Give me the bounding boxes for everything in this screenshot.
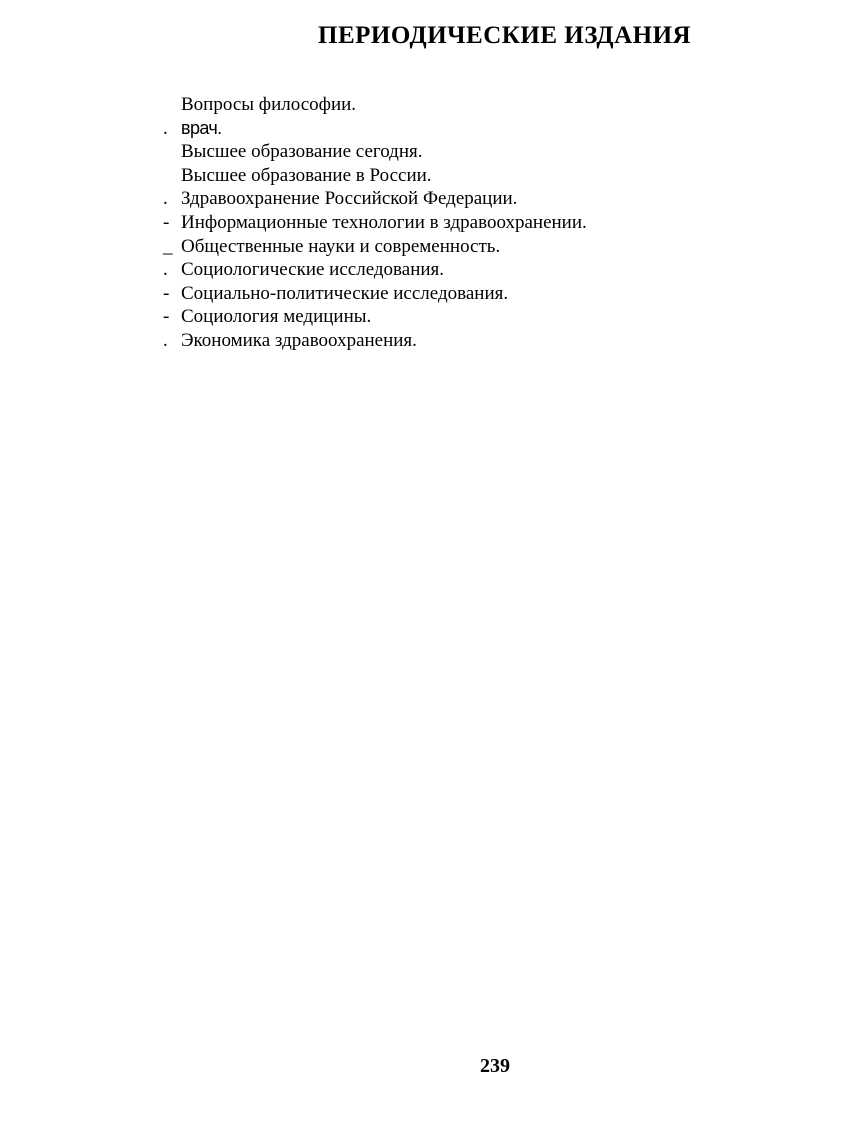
periodicals-list bbox=[160, 93, 587, 353]
list-marker: - bbox=[163, 282, 170, 304]
list-item bbox=[160, 164, 587, 188]
list-item bbox=[160, 282, 587, 306]
list-marker: - bbox=[163, 211, 170, 233]
list-marker bbox=[160, 164, 181, 188]
list-item bbox=[160, 305, 587, 329]
periodical-title: врач. bbox=[181, 117, 222, 138]
page-number: 239 bbox=[480, 1055, 510, 1077]
list-item bbox=[160, 211, 587, 235]
periodical-title: Социология медицины. bbox=[181, 306, 372, 328]
periodical-title: Общественные науки и современность. bbox=[181, 235, 501, 257]
list-item bbox=[160, 140, 587, 164]
page-title: ПЕРИОДИЧЕСКИЕ ИЗДАНИЯ bbox=[318, 22, 692, 49]
periodical-title: Информационные технологии в здравоохранении. bbox=[181, 211, 587, 233]
periodical-title: Социологические исследования. bbox=[181, 259, 445, 281]
list-marker: - bbox=[163, 306, 170, 328]
list-item bbox=[160, 258, 587, 282]
list-marker bbox=[160, 93, 181, 117]
list-marker: . bbox=[163, 117, 168, 139]
list-marker: . bbox=[163, 329, 168, 351]
list-item bbox=[160, 117, 587, 141]
list-marker bbox=[160, 140, 181, 164]
list-marker: . bbox=[163, 188, 168, 210]
list-item bbox=[160, 187, 587, 211]
list-item bbox=[160, 329, 587, 353]
periodical-title: Экономика здравоохранения. bbox=[181, 329, 417, 351]
periodical-title: Здравоохранение Российской Федерации. bbox=[181, 188, 518, 210]
list-marker: _ bbox=[163, 235, 173, 257]
periodical-title: Вопросы философии. bbox=[181, 94, 357, 115]
list-marker: . bbox=[163, 259, 168, 281]
list-item bbox=[160, 235, 587, 259]
periodical-title: Высшее образование сегодня. bbox=[181, 141, 423, 163]
periodical-title: Высшее образование в России. bbox=[181, 164, 432, 186]
list-item bbox=[160, 93, 587, 117]
periodical-title: Социально-политические исследования. bbox=[181, 282, 509, 304]
